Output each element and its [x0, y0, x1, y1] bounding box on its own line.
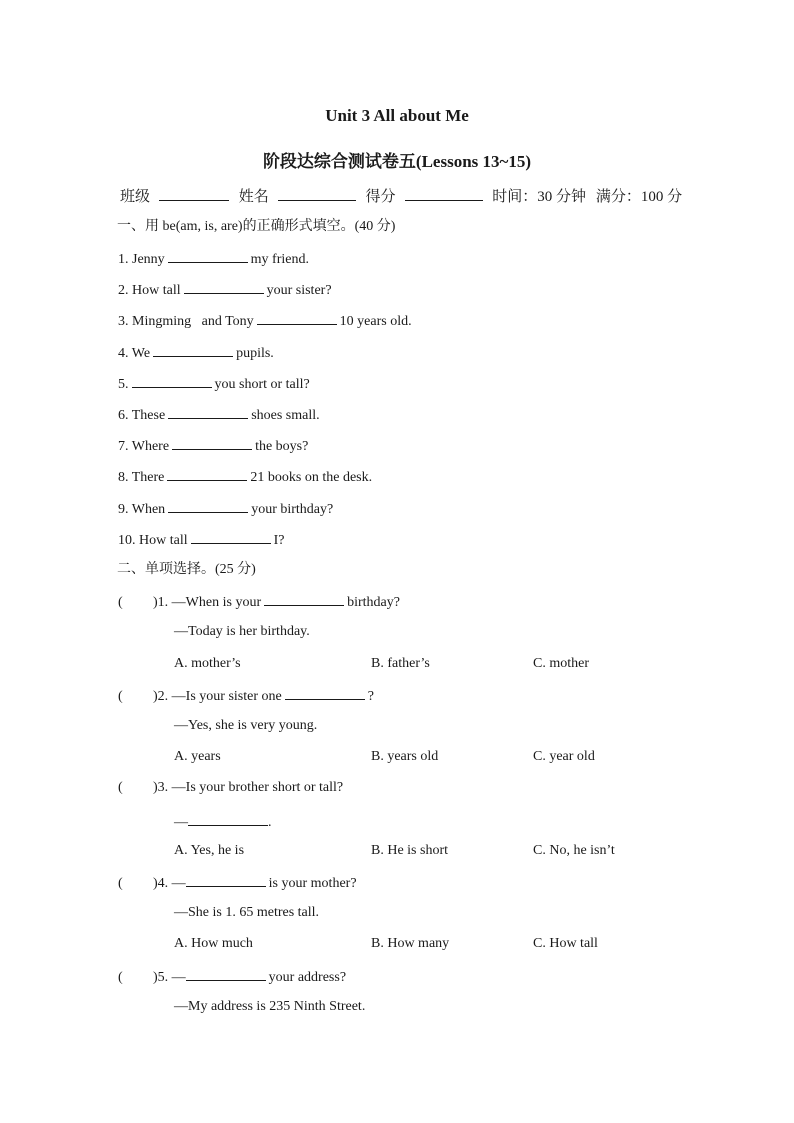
name-label: 姓名 [238, 189, 269, 205]
item-text: 4. We [118, 346, 151, 361]
item-text: the boys? [255, 439, 309, 454]
item-text: you short or tall? [214, 377, 310, 392]
answer-bracket[interactable] [118, 874, 153, 894]
item-text: my friend. [250, 252, 309, 267]
question-text: — [171, 970, 186, 985]
question-number: 1. [157, 595, 169, 610]
answer-blank[interactable] [172, 435, 252, 450]
fill-item [118, 248, 309, 270]
item-text: 8. There [118, 470, 165, 485]
option-b[interactable]: B. He is short [371, 843, 448, 858]
item-text: your birthday? [251, 502, 334, 517]
page-subtitle: 阶段达综合测试卷五(Lessons 13~15) [262, 152, 532, 171]
fill-item [118, 435, 308, 457]
question-number: 4. [157, 876, 169, 891]
dash: — [174, 815, 188, 830]
option-b[interactable]: B. father’s [371, 656, 430, 671]
fill-item [118, 310, 412, 332]
answer-blank[interactable] [168, 404, 248, 419]
item-text: 7. Where [118, 439, 170, 454]
item-text: 6. These [118, 408, 166, 423]
fill-item [118, 498, 333, 520]
answer-blank[interactable] [132, 373, 212, 388]
answer-bracket[interactable] [118, 687, 153, 707]
bracket-close: ) [153, 595, 158, 610]
bracket-open: ( [118, 780, 123, 795]
option-a[interactable]: A. years [174, 749, 221, 764]
answer-blank[interactable] [191, 529, 271, 544]
fill-item [118, 279, 332, 301]
score-blank[interactable] [405, 186, 483, 201]
question-text: your address? [268, 970, 347, 985]
option-a[interactable]: A. mother’s [174, 656, 241, 671]
bracket-close: ) [153, 780, 158, 795]
option-c[interactable]: C. year old [533, 749, 595, 764]
page-title: Unit 3 All about Me [325, 106, 469, 125]
bracket-open: ( [118, 595, 123, 610]
answer-blank[interactable] [186, 966, 266, 981]
dialogue-answer [174, 811, 272, 833]
answer-blank[interactable] [168, 248, 248, 263]
item-text: pupils. [236, 346, 274, 361]
dialogue-answer: —Today is her birthday. [174, 624, 310, 639]
answer-blank[interactable] [257, 310, 337, 325]
option-a[interactable]: A. Yes, he is [174, 843, 245, 858]
time-info: 时间：30 分钟 [492, 189, 587, 205]
item-text: 10. How tall [118, 533, 188, 548]
score-label: 得分 [365, 189, 396, 205]
item-text: your sister? [266, 283, 332, 298]
question-text: is your mother? [268, 876, 357, 891]
answer-blank[interactable] [264, 591, 344, 606]
question-number: 2. [157, 689, 169, 704]
answer-bracket[interactable] [118, 778, 153, 798]
answer-bracket[interactable] [118, 968, 153, 988]
answer-blank[interactable] [167, 466, 247, 481]
bracket-close: ) [153, 689, 158, 704]
bracket-open: ( [118, 689, 123, 704]
bracket-open: ( [118, 876, 123, 891]
fill-item [118, 466, 372, 488]
option-a[interactable]: A. How much [174, 936, 253, 951]
answer-blank[interactable] [188, 811, 268, 826]
question-text: —Is your sister one [171, 689, 282, 704]
item-text: shoes small. [251, 408, 320, 423]
fill-item [118, 404, 320, 426]
dialogue-answer: —Yes, she is very young. [174, 718, 318, 733]
question-text: ? [367, 689, 374, 704]
question-text: birthday? [347, 595, 400, 610]
bracket-close: ) [153, 876, 158, 891]
period: . [268, 815, 272, 830]
fill-item [118, 373, 310, 395]
item-text: I? [273, 533, 285, 548]
answer-bracket[interactable] [118, 593, 153, 613]
answer-blank[interactable] [186, 872, 266, 887]
item-text: 10 years old. [339, 314, 412, 329]
option-b[interactable]: B. years old [371, 749, 439, 764]
dialogue-answer: —My address is 235 Ninth Street. [174, 999, 366, 1014]
question-text: — [171, 876, 186, 891]
question-number: 3. [157, 780, 169, 795]
fill-item [118, 342, 274, 364]
option-c[interactable]: C. No, he isn’t [533, 843, 615, 858]
class-blank[interactable] [159, 186, 229, 201]
question-number: 5. [157, 970, 169, 985]
fill-item [118, 529, 285, 551]
mc-question [118, 591, 400, 613]
item-text: 9. When [118, 502, 166, 517]
option-b[interactable]: B. How many [371, 936, 450, 951]
item-text: 2. How tall [118, 283, 181, 298]
answer-blank[interactable] [184, 279, 264, 294]
full-score-info: 满分：100 分 [595, 189, 683, 205]
answer-blank[interactable] [285, 685, 365, 700]
dialogue-answer: —She is 1. 65 metres tall. [174, 905, 320, 920]
item-text: 5. [118, 377, 129, 392]
class-label: 班级 [120, 189, 151, 205]
section2-heading: 二、单项选择。(25 分) [117, 562, 256, 577]
bracket-open: ( [118, 970, 123, 985]
item-text: 1. Jenny [118, 252, 165, 267]
answer-blank[interactable] [168, 498, 248, 513]
item-text: 21 books on the desk. [250, 470, 373, 485]
question-text: —When is your [171, 595, 262, 610]
student-info-row [120, 186, 688, 207]
mc-question [118, 685, 374, 707]
question-text: —Is your brother short or tall? [171, 780, 344, 795]
mc-question [118, 966, 346, 988]
option-c[interactable]: C. mother [533, 656, 589, 671]
bracket-close: ) [153, 970, 158, 985]
name-blank[interactable] [278, 186, 356, 201]
option-c[interactable]: C. How tall [533, 936, 598, 951]
mc-question [118, 872, 357, 894]
section1-heading: 一、用 be(am, is, are)的正确形式填空。(40 分) [117, 219, 396, 234]
item-text: 3. Mingming and Tony [118, 314, 254, 329]
answer-blank[interactable] [153, 342, 233, 357]
mc-question [118, 778, 343, 798]
